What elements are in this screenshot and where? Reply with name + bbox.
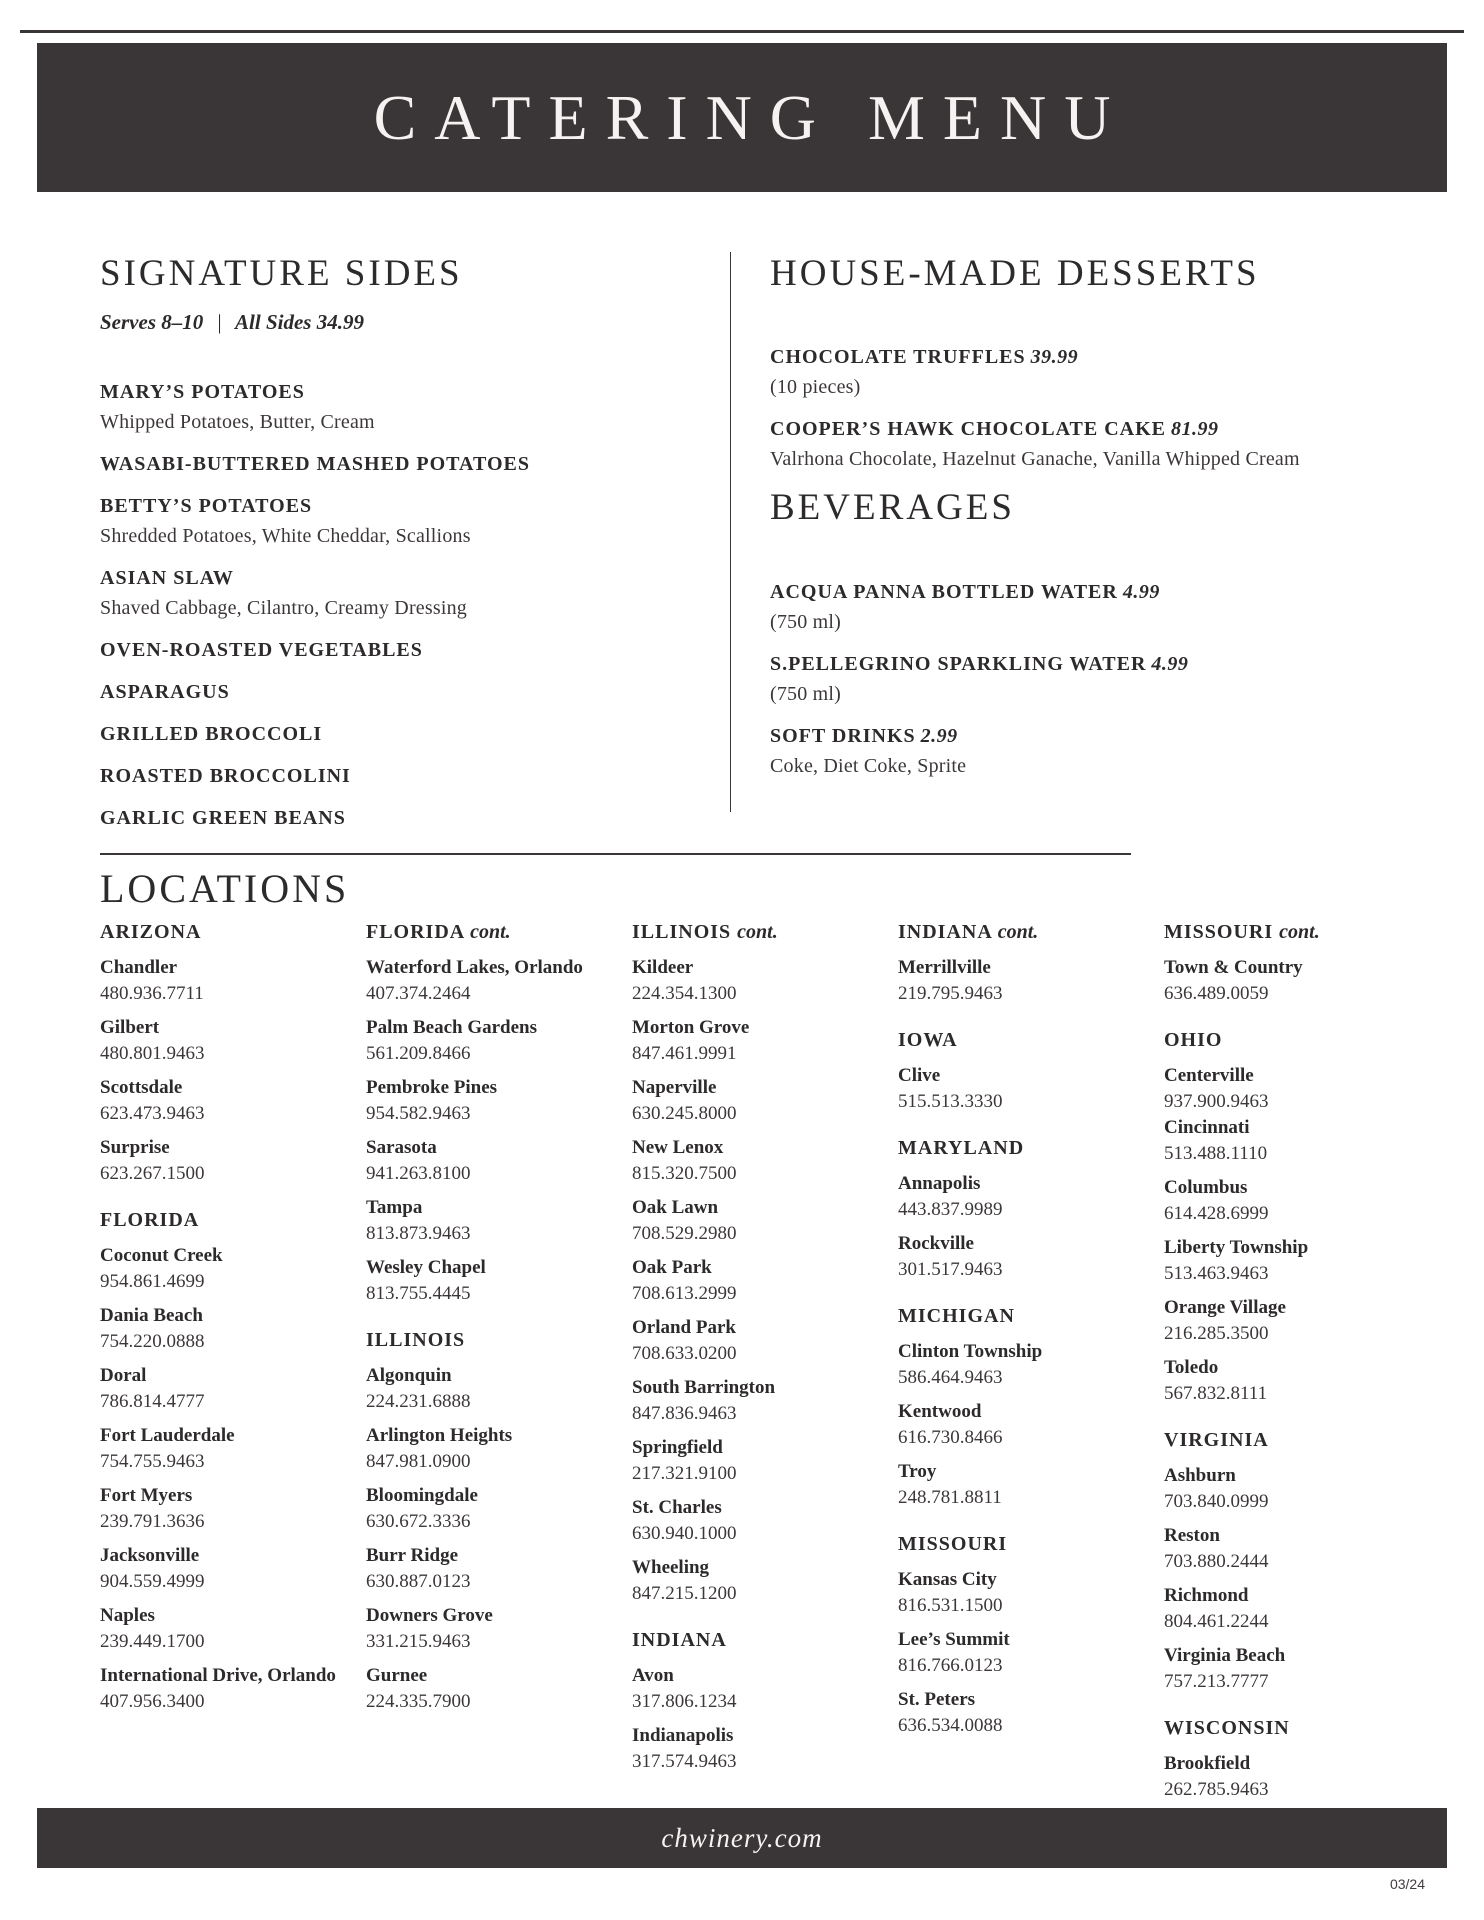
city-name: Wesley Chapel: [366, 1257, 486, 1278]
location-entry: [1164, 1523, 1400, 1575]
location-entry: [366, 1363, 602, 1415]
city-name: Burr Ridge: [366, 1545, 459, 1566]
state-header: MARYLAND: [898, 1137, 1025, 1159]
location-entry: [632, 1315, 868, 1367]
menu-item: [100, 563, 640, 623]
city-name: Brookfield: [1164, 1753, 1251, 1774]
phone-number: 708.529.2980: [632, 1223, 737, 1244]
city-name: Oak Park: [632, 1257, 712, 1278]
phone-number: 847.981.0900: [366, 1451, 471, 1472]
city-name: Clinton Township: [898, 1341, 1043, 1362]
city-name: Indianapolis: [632, 1725, 734, 1746]
city-name: Dania Beach: [100, 1305, 203, 1326]
item-name: GARLIC GREEN BEANS: [100, 807, 346, 829]
phone-number: 703.880.2444: [1164, 1551, 1269, 1572]
phone-number: 904.559.4999: [100, 1571, 205, 1592]
phone-number: 239.791.3636: [100, 1511, 205, 1532]
serves-text: Serves 8–10: [100, 310, 204, 334]
city-name: Bloomingdale: [366, 1485, 478, 1506]
location-entry: [632, 1495, 868, 1547]
city-name: Avon: [632, 1665, 674, 1686]
phone-number: 813.873.9463: [366, 1223, 471, 1244]
item-price: 2.99: [920, 725, 958, 747]
location-entry: [366, 1255, 602, 1307]
item-price: 4.99: [1151, 653, 1189, 675]
location-entry: [100, 1423, 336, 1475]
city-name: Ashburn: [1164, 1465, 1236, 1486]
city-name: South Barrington: [632, 1377, 776, 1398]
location-entry: [632, 1663, 868, 1715]
location-entry: [100, 955, 336, 1007]
location-entry: [898, 1339, 1134, 1391]
city-name: Reston: [1164, 1525, 1220, 1546]
locations-column: [632, 919, 868, 1823]
item-price: 4.99: [1122, 581, 1160, 603]
phone-number: 941.263.8100: [366, 1163, 471, 1184]
city-name: Orland Park: [632, 1317, 736, 1338]
item-name: OVEN-ROASTED VEGETABLES: [100, 639, 423, 661]
city-name: Centerville: [1164, 1065, 1254, 1086]
phone-number: 586.464.9463: [898, 1367, 1003, 1388]
column-divider-line: [730, 252, 731, 812]
location-entry: [366, 955, 602, 1007]
location-entry: [632, 1555, 868, 1607]
city-name: Kentwood: [898, 1401, 982, 1422]
header-banner: [37, 43, 1447, 192]
beverages-heading: BEVERAGES: [770, 487, 1015, 528]
state-header: IOWA: [898, 1029, 958, 1051]
phone-number: 513.488.1110: [1164, 1143, 1268, 1164]
city-name: Clive: [898, 1065, 941, 1086]
phone-number: 224.354.1300: [632, 983, 737, 1004]
location-entry: [632, 1435, 868, 1487]
state-group: [100, 1207, 336, 1715]
item-name: WASABI-BUTTERED MASHED POTATOES: [100, 453, 530, 475]
menu-item: [100, 491, 640, 551]
phone-number: 407.374.2464: [366, 983, 471, 1004]
city-name: Gurnee: [366, 1665, 428, 1686]
location-entry: [366, 1543, 602, 1595]
location-entry: [366, 1423, 602, 1475]
location-entry: [1164, 1355, 1400, 1407]
phone-number: 513.463.9463: [1164, 1263, 1269, 1284]
phone-number: 567.832.8111: [1164, 1383, 1268, 1404]
state-group: [632, 919, 868, 1607]
state-group: [632, 1627, 868, 1775]
location-entry: [100, 1543, 336, 1595]
state-header: MISSOURI: [898, 1533, 1008, 1555]
item-description: Coke, Diet Coke, Sprite: [770, 755, 967, 777]
state-group: [898, 1027, 1134, 1115]
phone-number: 407.956.3400: [100, 1691, 205, 1712]
state-group: [1164, 1715, 1400, 1803]
beverages-list: [770, 577, 1400, 781]
item-name: GRILLED BROCCOLI: [100, 723, 323, 745]
footer-url: chwinery.com: [661, 1822, 823, 1853]
city-name: Pembroke Pines: [366, 1077, 498, 1098]
state-header: MICHIGAN: [898, 1305, 1015, 1327]
phone-number: 480.801.9463: [100, 1043, 205, 1064]
state-cont-label: cont.: [997, 921, 1039, 943]
phone-number: 317.806.1234: [632, 1691, 737, 1712]
phone-number: 813.755.4445: [366, 1283, 471, 1304]
serving-info: [100, 310, 640, 335]
city-name: Oak Lawn: [632, 1197, 719, 1218]
menu-item: [100, 761, 640, 791]
item-price: 81.99: [1171, 418, 1219, 440]
item-description: Valrhona Chocolate, Hazelnut Ganache, Vanilla Whipped Cream: [770, 448, 1300, 470]
item-name: COOPER’S HAWK CHOCOLATE CAKE 81.99: [770, 418, 1219, 440]
signature-sides-heading: SIGNATURE SIDES: [100, 253, 463, 294]
menu-item: [770, 577, 1400, 637]
phone-number: 630.672.3336: [366, 1511, 471, 1532]
city-name: Richmond: [1164, 1585, 1249, 1606]
item-description: (10 pieces): [770, 376, 861, 398]
signature-sides-section: [100, 252, 640, 845]
phone-number: 937.900.9463: [1164, 1091, 1269, 1112]
phone-number: 847.461.9991: [632, 1043, 737, 1064]
city-name: Town & Country: [1164, 957, 1303, 978]
item-description: Shaved Cabbage, Cilantro, Creamy Dressing: [100, 597, 468, 619]
location-entry: [100, 1243, 336, 1295]
menu-item: [770, 342, 1400, 402]
city-name: St. Charles: [632, 1497, 722, 1518]
city-name: Chandler: [100, 957, 178, 978]
phone-number: 703.840.0999: [1164, 1491, 1269, 1512]
location-entry: [100, 1075, 336, 1127]
phone-number: 331.215.9463: [366, 1631, 471, 1652]
date-code: 03/24: [1389, 1876, 1425, 1892]
location-entry: [366, 1663, 602, 1715]
subtitle-separator: |: [216, 310, 223, 334]
state-cont-label: cont.: [1279, 921, 1320, 943]
location-entry: [366, 1015, 602, 1067]
location-entry: [632, 1135, 868, 1187]
menu-item: [100, 377, 640, 437]
location-entry: [632, 1375, 868, 1427]
city-name: Morton Grove: [632, 1017, 750, 1038]
location-entry: [100, 1015, 336, 1067]
location-entry: [366, 1075, 602, 1127]
city-name: Troy: [898, 1461, 937, 1482]
city-name: Orange Village: [1164, 1297, 1286, 1318]
locations-divider-line: [100, 853, 1131, 855]
item-name: BETTY’S POTATOES: [100, 495, 313, 517]
locations-column: [1164, 919, 1400, 1823]
city-name: Coconut Creek: [100, 1245, 223, 1266]
location-entry: [898, 1627, 1134, 1679]
phone-number: 301.517.9463: [898, 1259, 1003, 1280]
location-entry: [1164, 1463, 1400, 1515]
phone-number: 623.267.1500: [100, 1163, 205, 1184]
state-header: VIRGINIA: [1164, 1429, 1269, 1451]
footer-banner: [37, 1808, 1447, 1868]
locations-section: [100, 865, 1400, 1823]
city-name: Gilbert: [100, 1017, 160, 1038]
item-name: ROASTED BROCCOLINI: [100, 765, 351, 787]
item-name: SOFT DRINKS 2.99: [770, 725, 958, 747]
location-entry: [1164, 955, 1400, 1007]
city-name: Arlington Heights: [366, 1425, 513, 1446]
city-name: St. Peters: [898, 1689, 976, 1710]
phone-number: 219.795.9463: [898, 983, 1003, 1004]
city-name: Toledo: [1164, 1357, 1219, 1378]
state-group: [898, 919, 1134, 1007]
phone-number: 816.531.1500: [898, 1595, 1003, 1616]
city-name: Naples: [100, 1605, 155, 1626]
locations-column: [100, 919, 336, 1823]
signature-sides-list: [100, 377, 640, 833]
phone-number: 443.837.9989: [898, 1199, 1003, 1220]
location-entry: [898, 1459, 1134, 1511]
city-name: Palm Beach Gardens: [366, 1017, 537, 1038]
city-name: Columbus: [1164, 1177, 1248, 1198]
item-description: Whipped Potatoes, Butter, Cream: [100, 411, 375, 433]
item-description: (750 ml): [770, 683, 842, 705]
location-entry: [366, 1195, 602, 1247]
location-entry: [1164, 1115, 1400, 1167]
item-name: ASPARAGUS: [100, 681, 230, 703]
city-name: Lee’s Summit: [898, 1629, 1010, 1650]
menu-item: [100, 719, 640, 749]
menu-item: [770, 414, 1400, 474]
state-header: OHIO: [1164, 1029, 1223, 1051]
location-entry: [366, 1135, 602, 1187]
location-entry: [1164, 1175, 1400, 1227]
item-description: Shredded Potatoes, White Cheddar, Scallions: [100, 525, 471, 547]
state-header: INDIANA cont.: [898, 921, 1039, 943]
city-name: Doral: [100, 1365, 147, 1386]
locations-column: [366, 919, 602, 1823]
phone-number: 757.213.7777: [1164, 1671, 1269, 1692]
city-name: Wheeling: [632, 1557, 710, 1578]
locations-heading: LOCATIONS: [100, 866, 350, 911]
phone-number: 636.534.0088: [898, 1715, 1003, 1736]
state-cont-label: cont.: [737, 921, 778, 943]
menu-item: [100, 635, 640, 665]
phone-number: 630.940.1000: [632, 1523, 737, 1544]
phone-number: 224.335.7900: [366, 1691, 471, 1712]
state-header: INDIANA: [632, 1629, 727, 1651]
phone-number: 847.215.1200: [632, 1583, 737, 1604]
phone-number: 262.785.9463: [1164, 1779, 1269, 1800]
city-name: New Lenox: [632, 1137, 724, 1158]
phone-number: 708.633.0200: [632, 1343, 737, 1364]
city-name: Downers Grove: [366, 1605, 493, 1626]
phone-number: 239.449.1700: [100, 1631, 205, 1652]
city-name: Algonquin: [366, 1365, 452, 1386]
location-entry: [100, 1363, 336, 1415]
phone-number: 630.245.8000: [632, 1103, 737, 1124]
desserts-heading: HOUSE-MADE DESSERTS: [770, 253, 1260, 294]
item-name: CHOCOLATE TRUFFLES 39.99: [770, 346, 1079, 368]
city-name: Tampa: [366, 1197, 423, 1218]
city-name: Sarasota: [366, 1137, 437, 1158]
phone-number: 216.285.3500: [1164, 1323, 1269, 1344]
state-header: MISSOURI cont.: [1164, 921, 1320, 943]
city-name: International Drive, Orlando: [100, 1665, 336, 1686]
state-header: WISCONSIN: [1164, 1717, 1290, 1739]
phone-number: 847.836.9463: [632, 1403, 737, 1424]
location-entry: [366, 1603, 602, 1655]
city-name: Springfield: [632, 1437, 723, 1458]
locations-columns: [100, 919, 1400, 1823]
menu-item: [770, 721, 1400, 781]
phone-number: 623.473.9463: [100, 1103, 205, 1124]
location-entry: [632, 955, 868, 1007]
location-entry: [1164, 1295, 1400, 1347]
location-entry: [1164, 1063, 1400, 1115]
city-name: Surprise: [100, 1137, 170, 1158]
location-entry: [1164, 1643, 1400, 1695]
location-entry: [632, 1255, 868, 1307]
state-header: FLORIDA cont.: [366, 921, 511, 943]
state-group: [1164, 919, 1400, 1007]
location-entry: [632, 1075, 868, 1127]
phone-number: 616.730.8466: [898, 1427, 1003, 1448]
phone-number: 954.861.4699: [100, 1271, 205, 1292]
city-name: Merrillville: [898, 957, 991, 978]
location-entry: [100, 1483, 336, 1535]
city-name: Kansas City: [898, 1569, 997, 1590]
location-entry: [632, 1015, 868, 1067]
location-entry: [898, 1567, 1134, 1619]
phone-number: 515.513.3330: [898, 1091, 1003, 1112]
phone-number: 815.320.7500: [632, 1163, 737, 1184]
desserts-list: [770, 342, 1400, 474]
page-title: CATERING MENU: [373, 81, 1129, 153]
phone-number: 224.231.6888: [366, 1391, 471, 1412]
location-entry: [100, 1135, 336, 1187]
item-name: ASIAN SLAW: [100, 567, 234, 589]
phone-number: 786.814.4777: [100, 1391, 205, 1412]
location-entry: [898, 955, 1134, 1007]
menu-item: [100, 449, 640, 479]
state-group: [366, 1327, 602, 1715]
location-entry: [1164, 1235, 1400, 1287]
state-header: FLORIDA: [100, 1209, 200, 1231]
phone-number: 636.489.0059: [1164, 983, 1269, 1004]
location-entry: [100, 1663, 336, 1715]
location-entry: [898, 1171, 1134, 1223]
city-name: Kildeer: [632, 957, 694, 978]
location-entry: [898, 1063, 1134, 1115]
city-name: Waterford Lakes, Orlando: [366, 957, 583, 978]
location-entry: [632, 1723, 868, 1775]
phone-number: 630.887.0123: [366, 1571, 471, 1592]
location-entry: [632, 1195, 868, 1247]
menu-item: [100, 677, 640, 707]
state-group: [898, 1135, 1134, 1283]
phone-number: 754.755.9463: [100, 1451, 205, 1472]
state-group: [1164, 1027, 1400, 1407]
item-name: S.PELLEGRINO SPARKLING WATER 4.99: [770, 653, 1189, 675]
city-name: Jacksonville: [100, 1545, 200, 1566]
city-name: Naperville: [632, 1077, 717, 1098]
state-group: [898, 1531, 1134, 1739]
state-group: [1164, 1427, 1400, 1695]
desserts-beverages-section: [770, 252, 1400, 793]
state-group: [366, 919, 602, 1307]
city-name: Cincinnati: [1164, 1117, 1250, 1138]
city-name: Fort Lauderdale: [100, 1425, 235, 1446]
location-entry: [1164, 1583, 1400, 1635]
city-name: Virginia Beach: [1164, 1645, 1286, 1666]
item-price: 39.99: [1030, 346, 1079, 368]
item-name: MARY’S POTATOES: [100, 381, 305, 403]
item-description: (750 ml): [770, 611, 842, 633]
city-name: Scottsdale: [100, 1077, 183, 1098]
location-entry: [100, 1303, 336, 1355]
location-entry: [100, 1603, 336, 1655]
city-name: Fort Myers: [100, 1485, 193, 1506]
menu-item: [100, 803, 640, 833]
item-name: ACQUA PANNA BOTTLED WATER 4.99: [770, 581, 1160, 603]
phone-number: 804.461.2244: [1164, 1611, 1269, 1632]
phone-number: 248.781.8811: [898, 1487, 1002, 1508]
phone-number: 561.209.8466: [366, 1043, 471, 1064]
phone-number: 480.936.7711: [100, 983, 204, 1004]
city-name: Rockville: [898, 1233, 974, 1254]
location-entry: [898, 1231, 1134, 1283]
phone-number: 708.613.2999: [632, 1283, 737, 1304]
city-name: Annapolis: [898, 1173, 981, 1194]
state-group: [898, 1303, 1134, 1511]
state-group: [100, 919, 336, 1187]
phone-number: 217.321.9100: [632, 1463, 737, 1484]
phone-number: 954.582.9463: [366, 1103, 471, 1124]
top-border-rule: [20, 30, 1464, 33]
phone-number: 614.428.6999: [1164, 1203, 1269, 1224]
state-header: ILLINOIS cont.: [632, 921, 778, 943]
sides-price-text: All Sides 34.99: [235, 310, 364, 334]
state-header: ARIZONA: [100, 921, 202, 943]
phone-number: 754.220.0888: [100, 1331, 205, 1352]
phone-number: 816.766.0123: [898, 1655, 1003, 1676]
city-name: Liberty Township: [1164, 1237, 1309, 1258]
location-entry: [898, 1399, 1134, 1451]
location-entry: [366, 1483, 602, 1535]
location-entry: [1164, 1751, 1400, 1803]
menu-item: [770, 649, 1400, 709]
state-header: ILLINOIS: [366, 1329, 466, 1351]
state-cont-label: cont.: [470, 921, 511, 943]
location-entry: [898, 1687, 1134, 1739]
phone-number: 317.574.9463: [632, 1751, 737, 1772]
locations-column: [898, 919, 1134, 1823]
